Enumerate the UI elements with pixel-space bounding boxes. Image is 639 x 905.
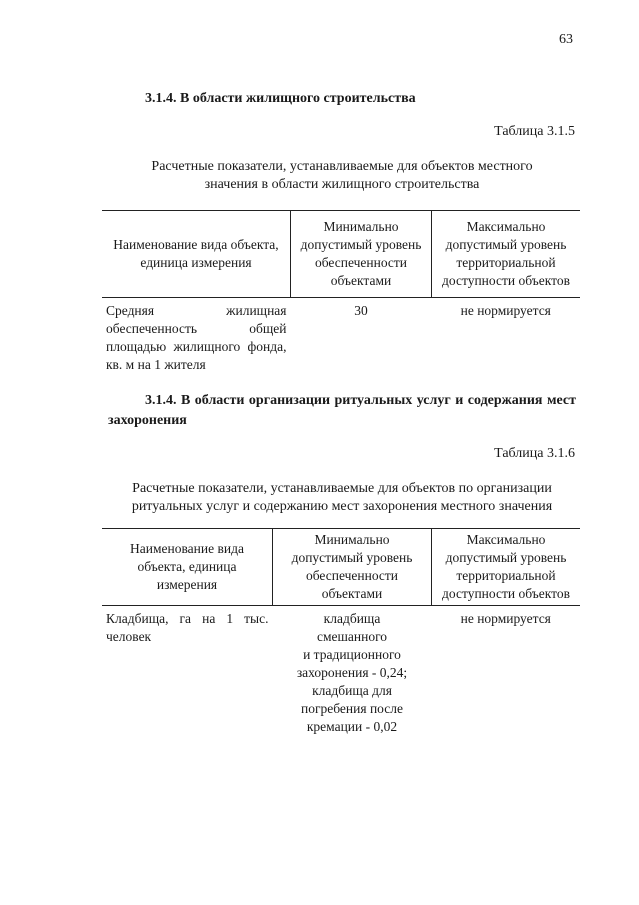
caption-line: Расчетные показатели, устанавливаемые для объектов местного <box>151 159 533 174</box>
header-object-name: Наименование вида объекта, единица измерения <box>102 211 291 298</box>
table-header-row <box>102 211 580 298</box>
cell-object-name: Средняя жилищная обеспеченность общей площадью жилищного фонда, кв. м на 1 жителя <box>106 303 287 372</box>
page-number: 63 <box>559 32 573 47</box>
table-header-row <box>102 529 580 606</box>
table-caption-funeral <box>100 480 584 516</box>
header-min-level: Минимально допустимый уровень обеспеченности объектами <box>273 529 432 606</box>
section-heading-funeral: 3.1.4. В области организации ритуальных услуг и содержания мест захоронения <box>108 393 576 428</box>
table-caption-housing <box>100 158 584 194</box>
housing-indicators-table <box>102 210 580 374</box>
table-label-3-1-6: Таблица 3.1.6 <box>494 446 575 461</box>
cell-line: кремации - 0,02 <box>306 719 398 734</box>
cell-object-name: Кладбища, га на 1 тыс. человек <box>106 611 269 644</box>
funeral-indicators-table <box>102 528 580 736</box>
cell-line: смешанного <box>316 629 388 644</box>
cell-line: погребения после <box>300 701 403 716</box>
cell-max-value: не нормируется <box>460 611 551 626</box>
table-label-3-1-5: Таблица 3.1.5 <box>494 124 575 139</box>
section-heading-housing: 3.1.4. В области жилищного строительства <box>145 91 416 106</box>
header-max-level: Максимально допустимый уровень территориальной доступности объектов <box>432 211 581 298</box>
cell-min-value: 30 <box>354 303 368 318</box>
cell-max-value: не нормируется <box>460 303 551 318</box>
table-row <box>102 298 580 375</box>
cell-line: захоронения - 0,24; <box>296 665 408 680</box>
header-object-name: Наименование вида объекта, единица измерения <box>102 529 273 606</box>
cell-min-value <box>273 606 432 737</box>
table-row <box>102 606 580 737</box>
header-min-level: Минимально допустимый уровень обеспеченности объектами <box>291 211 432 298</box>
cell-line: кладбища для <box>312 683 392 698</box>
cell-line: кладбища <box>323 611 381 626</box>
cell-line: и традиционного <box>303 647 401 662</box>
caption-line: значения в области жилищного строительства <box>204 177 480 192</box>
header-max-level: Максимально допустимый уровень территориальной доступности объектов <box>432 529 581 606</box>
caption-line: ритуальных услуг и содержанию мест захоронения местного значения <box>131 499 553 514</box>
caption-line: Расчетные показатели, устанавливаемые для объектов по организации <box>132 481 552 496</box>
